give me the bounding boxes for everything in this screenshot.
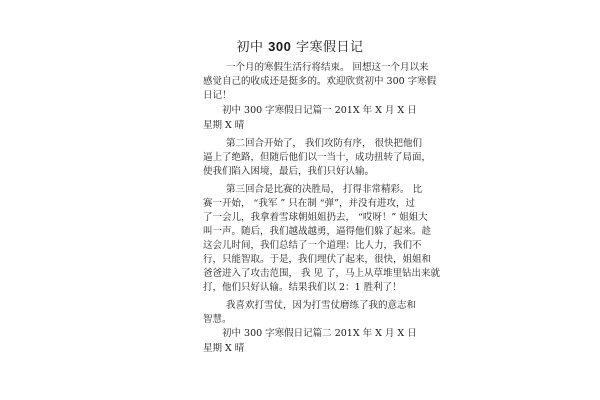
entry-one-heading: 初中 300 字寒假日记篇一 201X 年 X 月 X 日 xyxy=(222,105,417,116)
intro-line-2: 感觉自己的收成还是挺多的。欢迎欣赏初中 300 字寒假 xyxy=(203,76,437,87)
title-suffix: 字寒假日记 xyxy=(295,40,364,55)
round-three-line-5: 这会儿时间，我们总结了一个道理：比人力，我们不 xyxy=(203,240,422,251)
intro-line-3: 日记！ xyxy=(203,90,232,101)
entry-two-weather: 星期 X 晴 xyxy=(203,343,245,354)
round-three-line-2: 赛一开始， “我军 ” 只在制 “弹”，并没有进攻，过 xyxy=(203,198,416,209)
round-two-line-2: 逼上了绝路，但随后他们以一当十，成功扭转了局面， xyxy=(203,152,432,163)
title-number: 300 xyxy=(268,39,292,54)
round-three-line-3: 了一会儿，我拿着雪球朝姐姐扔去， “哎呀！” 姐姐大 xyxy=(203,212,428,223)
round-three-line-6: 行，只能智取。于是，我们埋伏了起来，很快，姐姐和 xyxy=(203,254,432,265)
closing-line-1: 我喜欢打雪仗，因为打雪仗磨练了我的意志和 xyxy=(226,300,417,311)
round-three-line-8: 打，他们只好认输。结果我们以 2：1 胜利了！ xyxy=(203,282,402,293)
round-three-line-4: 叫一声。随后，我们越战越勇，逼得他们躲了起来。趁 xyxy=(203,226,432,237)
entry-two-heading: 初中 300 字寒假日记篇二 201X 年 X 月 X 日 xyxy=(222,328,417,339)
entry-one-weather: 星期 X 晴 xyxy=(203,120,245,131)
round-two-line-1: 第二回合开始了， 我们攻防有序， 很快把他们 xyxy=(226,138,423,149)
round-two-line-3: 使我们陷入困境，最后，我们只好认输。 xyxy=(203,166,375,177)
title-prefix: 初中 xyxy=(236,40,264,55)
round-three-line-1: 第三回合是比赛的决胜局， 打得非常精彩。 比 xyxy=(226,184,423,195)
closing-line-2: 智慧。 xyxy=(203,314,232,325)
intro-line-1: 一个月的寒假生活行将结束。 回想这一个月以来 xyxy=(226,62,429,73)
page-title xyxy=(0,36,600,55)
round-three-line-7: 爸爸进入了攻击范围， 我 见 了，马上从草堆里钻出来就 xyxy=(203,268,441,279)
